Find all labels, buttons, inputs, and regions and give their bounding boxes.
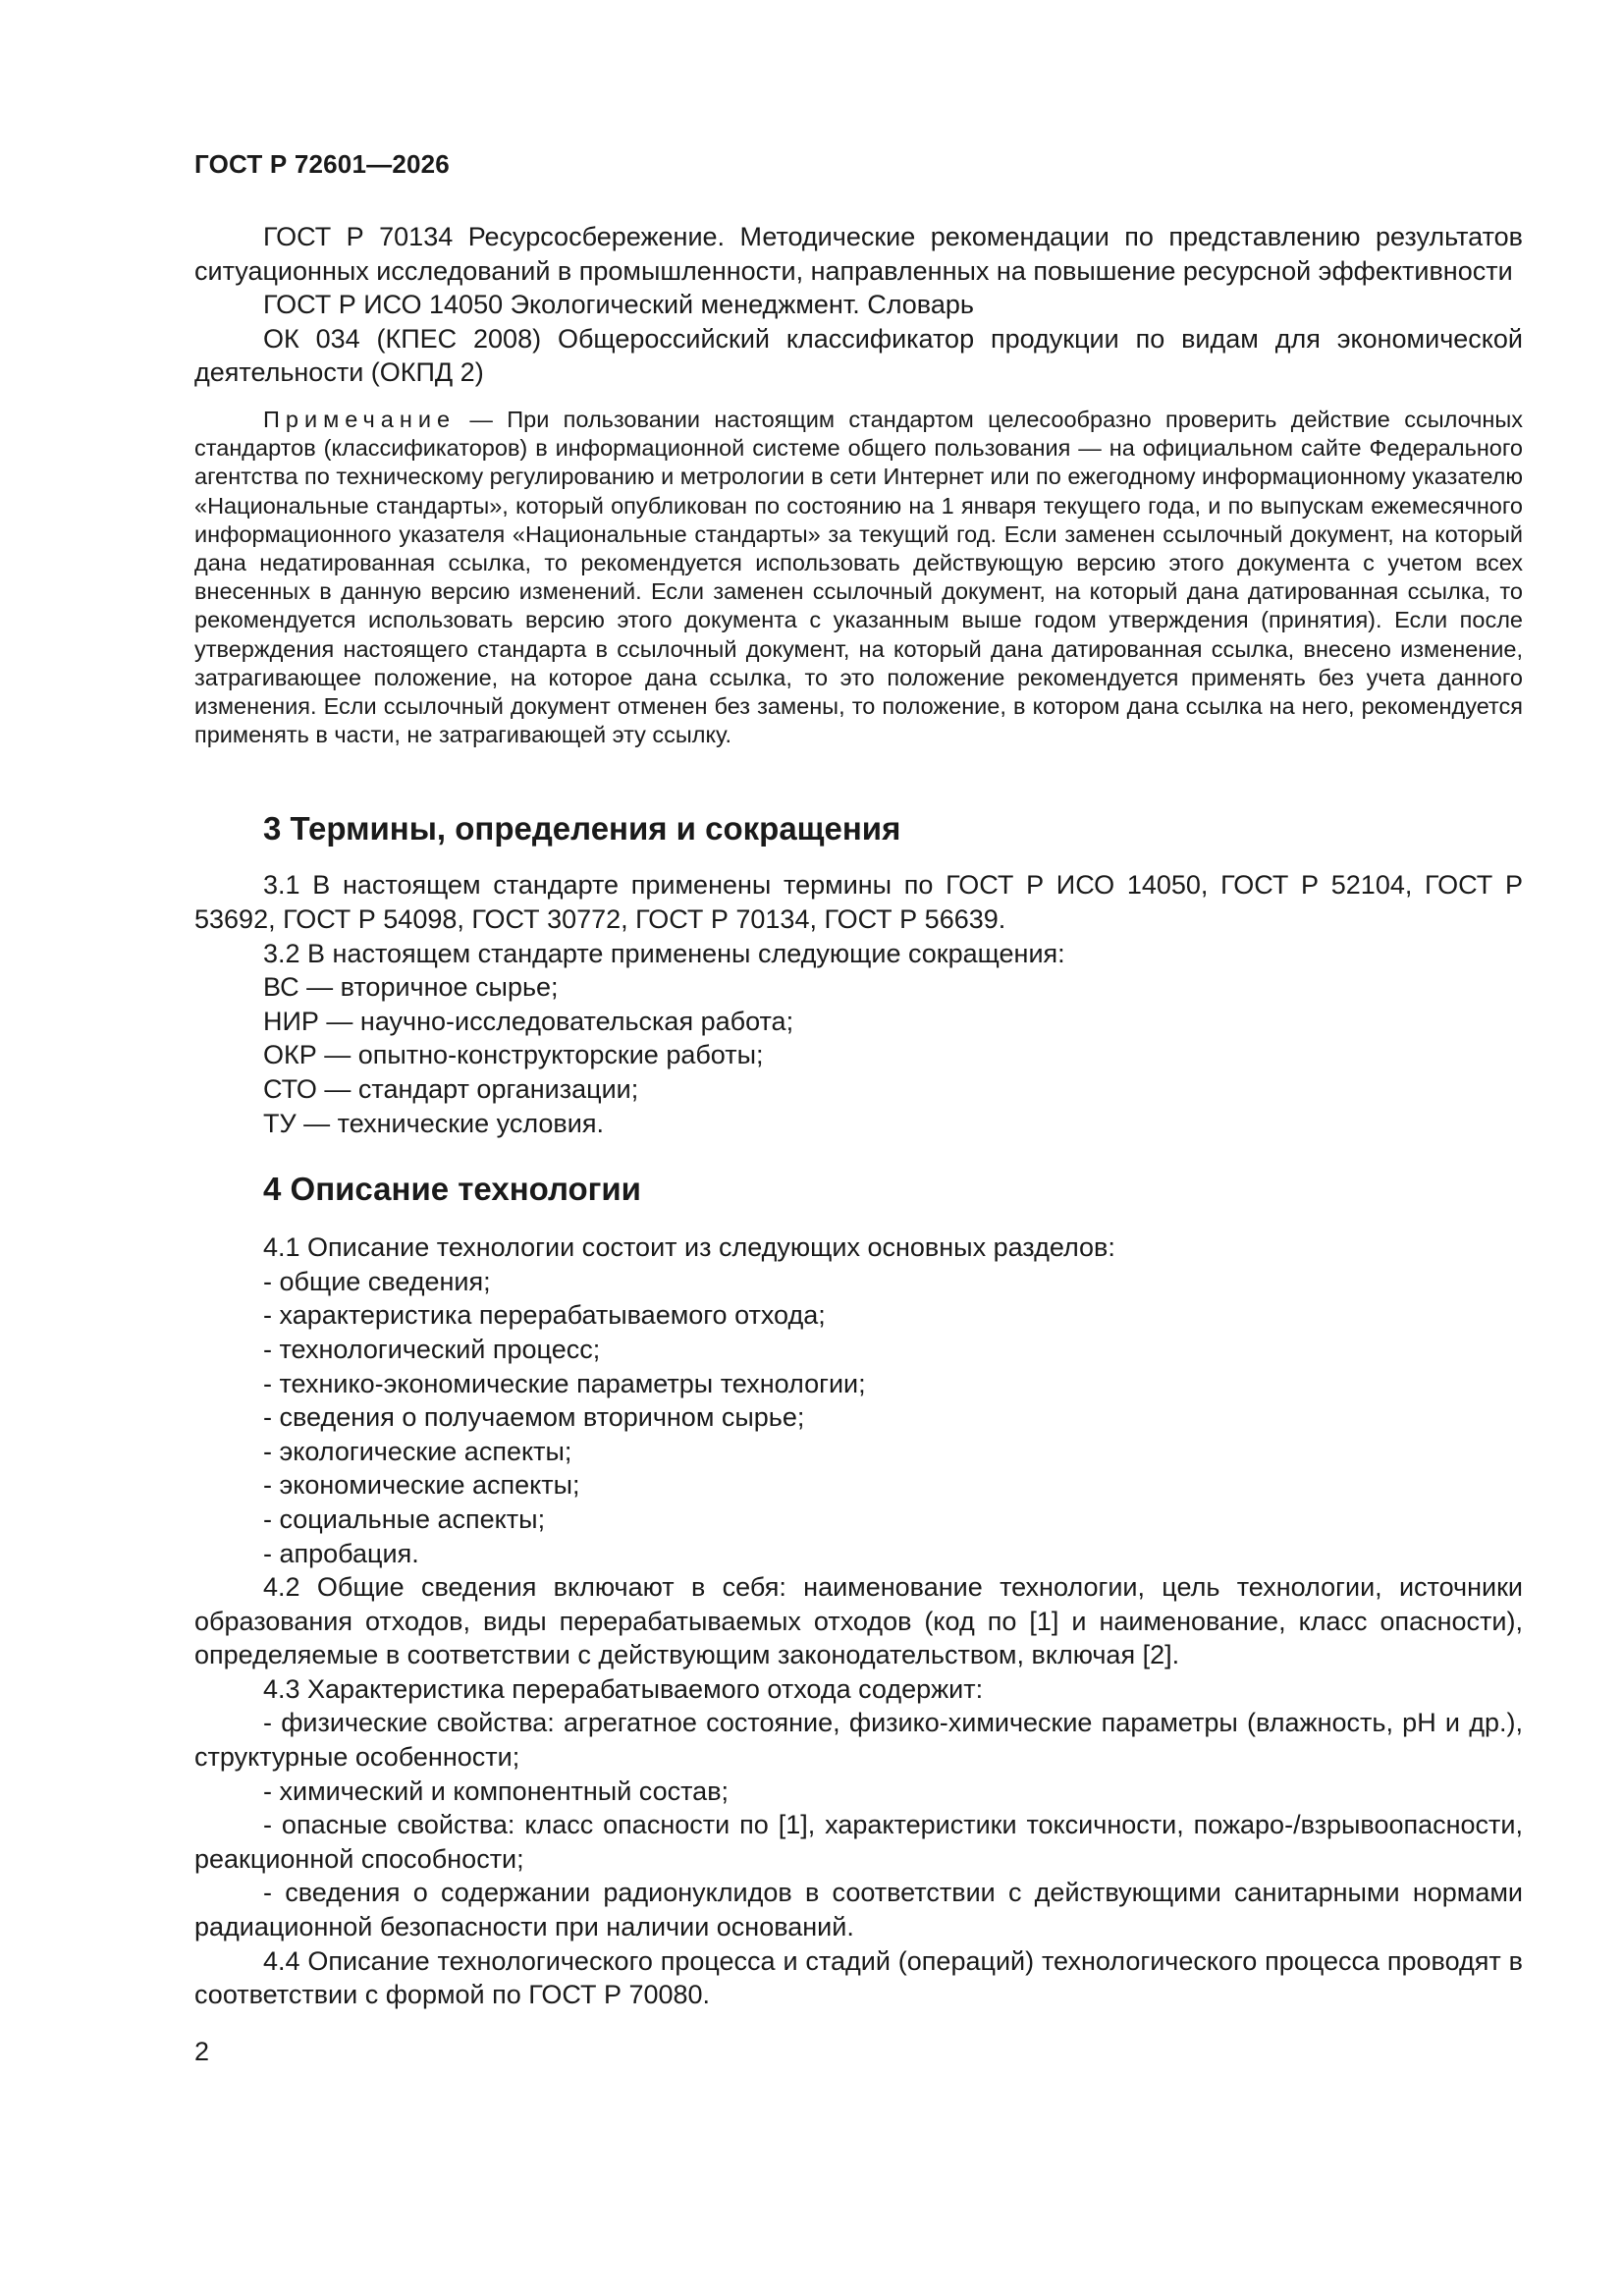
abbreviation-item: ТУ — технические условия. (263, 1108, 604, 1138)
list-item: - характеристика перерабатываемого отхода; (263, 1300, 826, 1331)
reference-gost-70134: ГОСТ Р 70134 Ресурсосбережение. Методические рекомендации по представлению результатов ситуационных исследований в промышленности, направленных на повышение ресурсной эффективности (194, 222, 1523, 286)
page-content (194, 220, 1523, 2012)
note-text: — При пользовании настоящим стандартом целесообразно проверить действие ссылочных стандартов (классификаторов) в информационной системе общего пользования — на официальном сайте Федерального агентства по техническому регулированию и метрологии в сети Интернет или по ежегодному информационному указателю «Национальные стандарты», который опубликован по состоянию на 1 января текущего года, и по выпускам ежемесячного информационного указателя «Национальные стандарты» за текущий год. Если заменен ссылочный документ, на который дана недатированная ссылка, то рекомендуется использовать действующую версию этого документа с учетом всех внесенных в данную версию изменений. Если заменен ссылочный документ, на который дана датированная ссылка, то рекомендуется использовать версию этого документа с указанным выше годом утверждения (принятия). Если после утверждения настоящего стандарта в ссылочный документ, на который дана датированная ссылка, внесено изменение, затрагивающее положение, на которое дана ссылка, то это положение рекомендуется применять без учета данного изменения. Если ссылочный документ отменен без замены, то положение, в котором дана ссылка на него, рекомендуется применять в части, не затрагивающей эту ссылку. (194, 406, 1523, 748)
section-4-heading: 4 Описание технологии (263, 1171, 641, 1208)
list-item: - технологический процесс; (263, 1334, 601, 1364)
list-item: - технико-экономические параметры технологии; (263, 1368, 866, 1398)
page-number: 2 (194, 2037, 210, 2066)
list-item: - экологические аспекты; (263, 1436, 572, 1466)
note-label: Примечание (263, 406, 457, 432)
note-paragraph (194, 406, 1523, 749)
list-item: - физические свойства: агрегатное состояние, физико-химические параметры (влажность, рН и др.), структурные особенности; (194, 1708, 1523, 1773)
document-id: ГОСТ Р 72601—2026 (194, 149, 450, 179)
clause-4-4: 4.4 Описание технологического процесса и стадий (операций) технологического процесса проводят в соответствии с формой по ГОСТ Р 70080. (194, 1945, 1523, 2010)
abbreviation-item: ВС — вторичное сырье; (263, 972, 559, 1003)
clause-4-1: 4.1 Описание технологии состоит из следующих основных разделов: (263, 1232, 1115, 1263)
list-item: - химический и компонентный состав; (263, 1776, 730, 1806)
list-item: - опасные свойства: класс опасности по [1], характеристики токсичности, пожаро-/взрывоопасности, реакционной способности; (194, 1810, 1523, 1874)
reference-iso-14050: ГОСТ Р ИСО 14050 Экологический менеджмент. Словарь (263, 290, 974, 320)
clause-4-3: 4.3 Характеристика перерабатываемого отхода содержит: (263, 1673, 984, 1704)
list-item: - общие сведения; (263, 1266, 491, 1296)
abbreviation-item: НИР — научно-исследовательская работа; (263, 1006, 794, 1036)
list-item: - сведения о содержании радионуклидов в соответствии с действующими санитарными нормами радиационной безопасности при наличии оснований. (194, 1878, 1523, 1942)
reference-ok-034: ОК 034 (КПЕС 2008) Общероссийский классификатор продукции по видам для экономической деятельности (ОКПД 2) (194, 323, 1523, 388)
list-item: - апробация. (263, 1538, 419, 1568)
list-item: - экономические аспекты; (263, 1470, 580, 1501)
abbreviation-item: ОКР — опытно-конструкторские работы; (263, 1040, 764, 1070)
clause-3-1: 3.1 В настоящем стандарте применены термины по ГОСТ Р ИСО 14050, ГОСТ Р 52104, ГОСТ Р 53692, ГОСТ Р 54098, ГОСТ 30772, ГОСТ Р 70134, ГОСТ Р 56639. (194, 870, 1523, 934)
list-item: - сведения о получаемом вторичном сырье; (263, 1402, 805, 1433)
clause-4-2: 4.2 Общие сведения включают в себя: наименование технологии, цель технологии, источники образования отходов, виды перерабатываемых отходов (код по [1] и наименование, класс опасности), определяемые в соответствии с действующим законодательством, включая [2]. (194, 1572, 1523, 1670)
list-item: - социальные аспекты; (263, 1503, 546, 1534)
section-3-heading: 3 Термины, определения и сокращения (263, 810, 901, 847)
clause-3-2: 3.2 В настоящем стандарте применены следующие сокращения: (263, 938, 1065, 968)
abbreviation-item: СТО — стандарт организации; (263, 1073, 639, 1104)
